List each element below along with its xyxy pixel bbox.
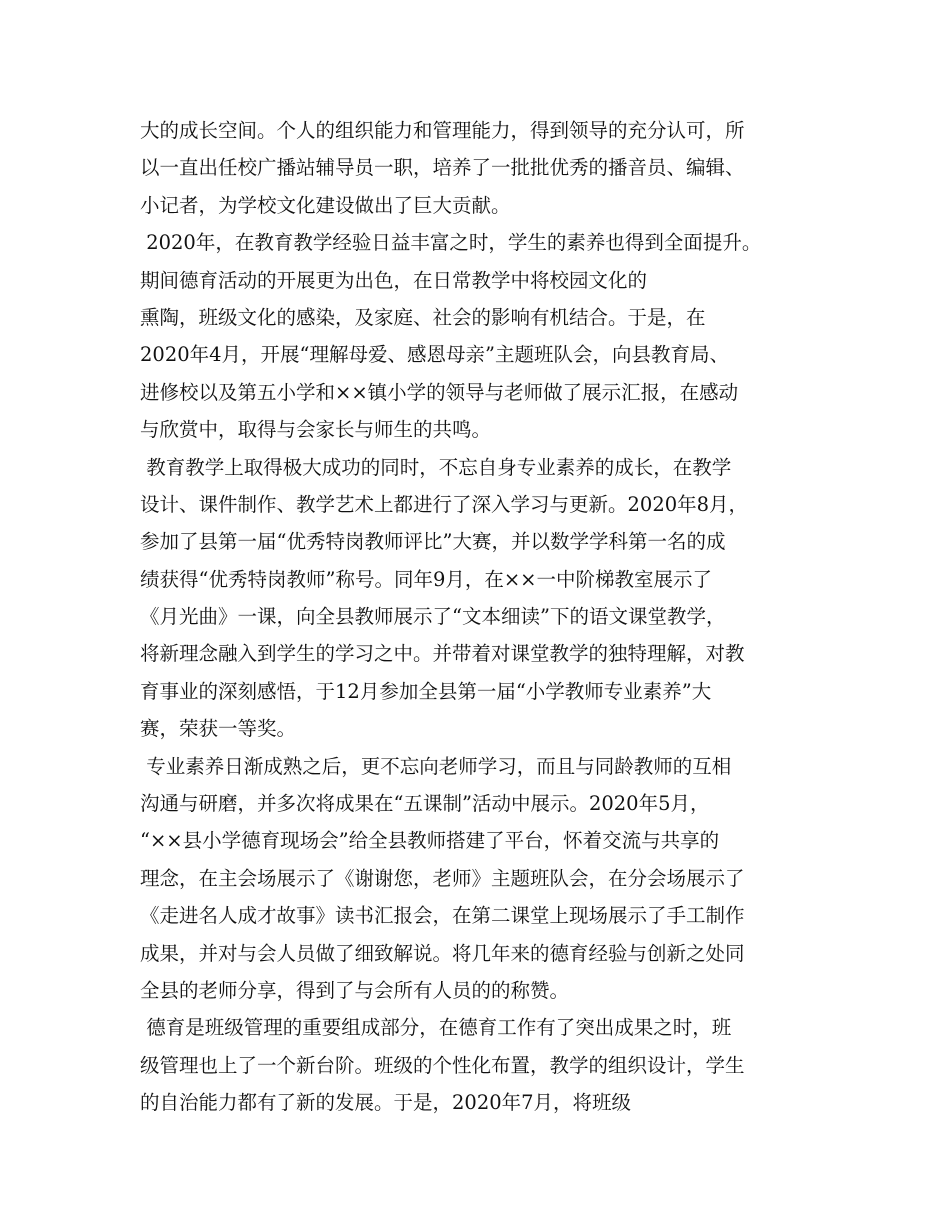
text-line: 《月光曲》一课，向全县教师展示了“文本细读”下的语文课堂教学， (140, 605, 726, 629)
text-line: 2020年4月，开展“理解母爱、感恩母亲”主题班队会，向县教育局、 (140, 343, 729, 367)
text-line: “××县小学德育现场会”给全县教师搭建了平台，怀着交流与共享的 (140, 829, 720, 853)
text-line: 级管理也上了一个新台阶。班级的个性化布置，教学的组织设计，学生 (140, 1053, 745, 1077)
text-line: 教育教学上取得极大成功的同时，不忘自身专业素养的成长，在教学 (140, 455, 732, 479)
text-line: 2020年，在教育教学经验日益丰富之时，学生的素养也得到全面提升。 (140, 231, 762, 255)
text-line: 以一直出任校广播站辅导员一职，培养了一批批优秀的播音员、编辑、 (140, 156, 745, 180)
text-line: 进修校以及第五小学和××镇小学的领导与老师做了展示汇报，在感动 (140, 380, 739, 404)
document-body (140, 112, 820, 1122)
text-line: 的自治能力都有了新的发展。于是，2020年7月，将班级 (140, 1091, 632, 1115)
text-line: 德育是班级管理的重要组成部分，在德育工作有了突出成果之时，班 (140, 1016, 732, 1040)
text-line: 《走进名人成才故事》读书汇报会，在第二课堂上现场展示了手工制作 (140, 904, 745, 928)
text-line: 设计、课件制作、教学艺术上都进行了深入学习与更新。2020年8月， (140, 492, 749, 516)
text-line: 将新理念融入到学生的学习之中。并带着对课堂教学的独特理解，对教 (140, 642, 745, 666)
text-line: 与欣赏中，取得与会家长与师生的共鸣。 (140, 418, 492, 442)
text-line: 沟通与研磨，并多次将成果在“五课制”活动中展示。2020年5月， (140, 792, 710, 816)
text-line: 大的成长空间。个人的组织能力和管理能力，得到领导的充分认可，所 (140, 119, 745, 142)
text-line: 全县的老师分享，得到了与会所有人员的的称赞。 (140, 978, 570, 1002)
text-line: 参加了县第一届“优秀特岗教师评比”大赛，并以数学学科第一名的成 (140, 530, 726, 554)
text-line: 理念，在主会场展示了《谢谢您，老师》主题班队会，在分会场展示了 (140, 866, 745, 890)
text-line: 期间德育活动的开展更为出色，在日常教学中将校园文化的 (140, 268, 648, 292)
text-line: 育事业的深刻感悟，于12月参加全县第一届“小学教师专业素养”大 (140, 679, 712, 703)
text-line: 专业素养日渐成熟之后，更不忘向老师学习，而且与同龄教师的互相 (140, 754, 732, 778)
text-line: 绩获得“优秀特岗教师”称号。同年9月，在××一中阶梯教室展示了 (140, 567, 713, 591)
text-line: 赛，荣获一等奖。 (140, 717, 297, 741)
text-line: 成果，并对与会人员做了细致解说。将几年来的德育经验与创新之处同 (140, 941, 745, 965)
text-line: 熏陶，班级文化的感染，及家庭、社会的影响有机结合。于是，在 (140, 305, 706, 329)
text-line: 小记者，为学校文化建设做出了巨大贡献。 (140, 193, 511, 217)
